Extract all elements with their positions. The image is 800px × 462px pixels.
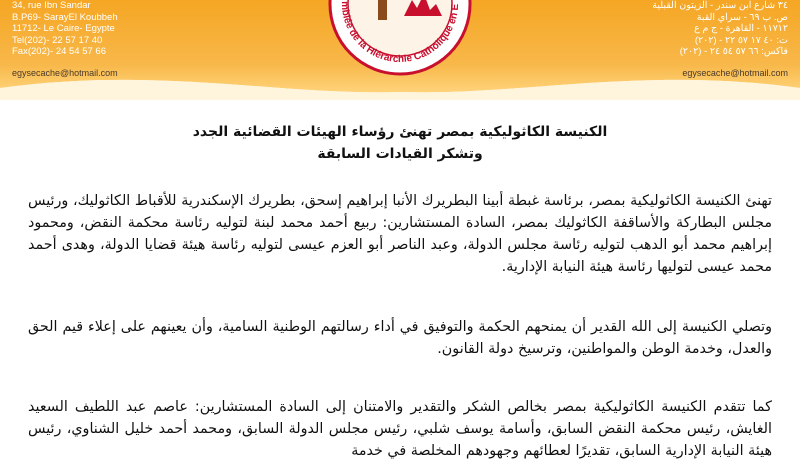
contact-block-french — [12, 0, 118, 58]
catholic-hierarchy-emblem — [296, 0, 504, 100]
address-line: ص. ب ٦٩ - سراي القبة — [696, 11, 788, 23]
emblem-ring-text: mblée de la Hiérarchie Catholique en E — [338, 0, 462, 66]
address-line: 11712- Le Caire- Egypte — [12, 23, 115, 34]
paragraph-congratulations: تهنئ الكنيسة الكاثوليكية بمصر، برئاسة غبطة أبينا البطريرك الأنبا إبراهيم إسحق، بطريرك الإسكندرية للأقباط الكاثوليك، ورئيس مجلس البطاركة والأساقفة الكاثوليك بمصر، السادة المستشارين: ربيع أحمد محمد لبنة لتوليه رئاسة محكمة النقض، ومحمود إبراهيم محمد أبو الدهب لتوليه رئاسة مجلس الدولة، وعبد الناصر أبو العزم عيسى لتوليه رئاسة هيئة قضايا الدولة، وهدى أحمد محمد عيسى لتوليها رئاسة هيئة النيابة الإدارية. — [28, 193, 772, 275]
email-french: egysecache@hotmail.com — [12, 68, 118, 78]
press-release — [0, 100, 800, 459]
fax-line: Fax(202)- 24 54 57 66 — [12, 46, 107, 57]
fax-line: فاكس: ٦٦ ٥٧ ٥٤ ٢٤ - (٢٠٢) — [679, 46, 788, 57]
phone-line: ت: ٤٠ ١٧ ٥٧ ٢٢ - (٢٠٢) — [694, 34, 788, 46]
address-line: B.P69- SarayEl Koubbeh — [12, 11, 118, 23]
paragraph-thanks: كما تتقدم الكنيسة الكاثوليكية بمصر بخالص الشكر والتقدير والامتنان إلى السادة المستشارين: عاصم عبد اللطيف السعيد الغايش، رئيس محكمة النقض السابق، وأسامة يوسف شلبي، رئيس مجلس الدولة السابق، ومحمد أحمد خليل الشناوي، رئيس هيئة النيابة الإدارية السابق، تقديرًا لعطائهم وجهودهم المخلصة في خدمة — [28, 399, 772, 459]
address-line: 34, rue Ibn Sandar — [12, 0, 91, 11]
paragraph-prayer: وتصلي الكنيسة إلى الله القدير أن يمنحهم الحكمة والتوفيق في أداء رسالتهم الوطنية السامية، وأن يعينهم على إعلاء قيم الحق والعدل، وخدمة الوطن والمواطنين، وترسيخ دولة القانون. — [28, 319, 772, 357]
address-line: ٣٤ شارع ابن سندر - الزيتون القبلية — [652, 0, 788, 11]
contact-block-arabic — [652, 0, 788, 58]
address-line: ١١٧١٢ - القاهرة - ج م ع — [694, 23, 788, 34]
letterhead — [0, 0, 800, 100]
phone-line: Tel(202)- 22 57 17 40 — [12, 34, 103, 46]
document-subtitle: وتشكر القيادات السابقة — [317, 146, 483, 162]
document-title: الكنيسة الكاثوليكية بمصر تهنئ رؤساء الهيئات القضائية الجدد — [192, 124, 608, 140]
email-arabic: egysecache@hotmail.com — [682, 68, 788, 78]
